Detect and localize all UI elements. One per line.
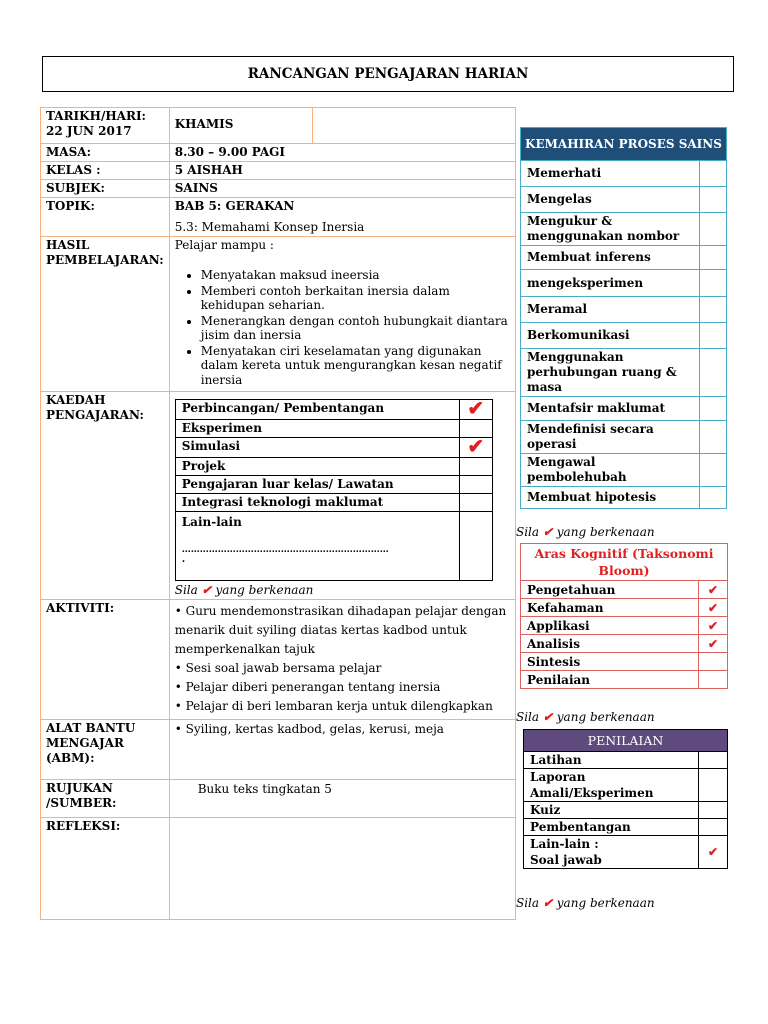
topik-value: BAB 5: GERAKAN xyxy=(174,199,295,213)
hasil-list xyxy=(175,268,510,387)
check-mark-icon: ✔ xyxy=(707,636,719,651)
subtopik-value: 5.3: Memahami Konsep Inersia xyxy=(174,220,365,234)
aktiviti-list xyxy=(175,602,510,716)
penilaian-item: Kuiz xyxy=(524,802,699,819)
dotted-line: …………………………………………………………… xyxy=(181,546,389,555)
kognitif-item: Applikasi xyxy=(521,617,699,635)
note-text: Sila xyxy=(516,896,540,910)
kps-table xyxy=(520,127,727,509)
rujukan-value: Buku teks tingkatan 5 xyxy=(169,780,515,818)
kps-check-cell xyxy=(700,213,727,246)
abm-cell xyxy=(169,720,515,780)
kognitif-table xyxy=(520,543,728,689)
kaedah-item: Simulasi xyxy=(175,438,459,458)
sila-note xyxy=(516,896,655,910)
kaedah-item: Projek xyxy=(175,458,459,476)
kps-title: KEMAHIRAN PROSES SAINS xyxy=(521,128,727,161)
note-text: Sila xyxy=(516,525,540,539)
check-mark-icon: ✔ xyxy=(707,600,719,615)
kps-item: mengeksperimen xyxy=(521,270,700,297)
hari-value: KHAMIS xyxy=(169,108,312,144)
kps-check-cell xyxy=(700,323,727,349)
kognitif-item: Pengetahuan xyxy=(521,581,699,599)
kps-check-cell xyxy=(700,454,727,487)
aktiviti-item: • Sesi soal jawab bersama pelajar xyxy=(174,661,382,675)
kaedah-lainlain-cell xyxy=(175,512,459,581)
kps-check-cell xyxy=(700,270,727,297)
topik-label: TOPIK: xyxy=(41,198,170,237)
kps-check-cell xyxy=(700,487,727,509)
page-title: RANCANGAN PENGAJARAN HARIAN xyxy=(42,56,734,92)
note-text: yang berkenaan xyxy=(215,583,314,597)
lainlain-check-cell xyxy=(459,512,492,581)
topik-cell xyxy=(169,198,515,237)
penilaian-title: PENILAIAN xyxy=(524,730,728,752)
kps-item: Memerhati xyxy=(521,161,700,187)
kps-item: Membuat hipotesis xyxy=(521,487,700,509)
kaedah-item: Perbincangan/ Pembentangan xyxy=(175,400,459,420)
hasil-item: • Menyatakan ciri keselamatan yang digunakan dalam kereta untuk mengurangkan kesan negatif inersia xyxy=(201,344,510,388)
kps-item: Mengukur & menggunakan nombor xyxy=(521,213,700,246)
note-text: yang berkenaan xyxy=(556,525,655,539)
hasil-cell xyxy=(169,237,515,392)
rujukan-label: RUJUKAN /SUMBER: xyxy=(41,780,170,818)
kelas-value: 5 AISHAH xyxy=(169,162,515,180)
aktiviti-item: • Pelajar di beri lembaran kerja untuk dilengkapkan xyxy=(174,699,493,713)
note-text: Sila xyxy=(174,583,198,597)
hasil-intro: Pelajar mampu : xyxy=(174,238,274,252)
aktiviti-label: AKTIVITI: xyxy=(41,600,170,720)
masa-label: MASA: xyxy=(41,144,170,162)
check-mark-icon: ✔ xyxy=(542,896,553,910)
hasil-item: • Menyatakan maksud ineersia xyxy=(201,268,510,283)
kps-item: Mentafsir maklumat xyxy=(521,397,700,421)
hasil-item: • Memberi contoh berkaitan inersia dalam kehidupan seharian. xyxy=(201,284,510,313)
kps-check-cell xyxy=(700,187,727,213)
hasil-item: • Menerangkan dengan contoh hubungkait diantara jisim dan inersia xyxy=(201,314,510,343)
kognitif-item: Analisis xyxy=(521,635,699,653)
lesson-plan-table xyxy=(40,107,516,920)
kps-item: Mengelas xyxy=(521,187,700,213)
check-mark-icon: ✔ xyxy=(707,618,719,633)
kaedah-label: KAEDAH PENGAJARAN: xyxy=(41,392,170,600)
abm-item: • Syiling, kertas kadbod, gelas, kerusi, meja xyxy=(174,722,444,736)
check-mark-icon: ✔ xyxy=(467,434,485,458)
check-mark-icon: ✔ xyxy=(542,525,553,539)
kaedah-item: Integrasi teknologi maklumat xyxy=(175,494,459,512)
kps-check-cell xyxy=(700,421,727,454)
penilaian-table xyxy=(523,729,728,869)
kaedah-cell xyxy=(169,392,515,600)
penilaian-lainlain-value: Soal jawab xyxy=(530,853,602,867)
kaedah-item: Eksperimen xyxy=(175,420,459,438)
kelas-label: KELAS : xyxy=(41,162,170,180)
abm-label: ALAT BANTU MENGAJAR (ABM): xyxy=(41,720,170,780)
check-mark-icon: ✔ xyxy=(467,396,485,420)
penilaian-lainlain-cell xyxy=(524,836,699,869)
kps-item: Meramal xyxy=(521,297,700,323)
hasil-label: HASIL PEMBELAJARAN: xyxy=(41,237,170,392)
kognitif-item: Sintesis xyxy=(521,653,699,671)
refleksi-label: REFLEKSI: xyxy=(41,818,170,920)
aktiviti-item: • Guru mendemonstrasikan dihadapan pelajar dengan menarik duit syiling diatas kertas kadbod untuk memperkenalkan tajuk xyxy=(174,604,507,656)
kps-check-cell xyxy=(700,349,727,397)
kps-item: Membuat inferens xyxy=(521,246,700,270)
note-text: yang berkenaan xyxy=(556,896,655,910)
masa-value: 8.30 – 9.00 PAGI xyxy=(169,144,515,162)
dotted-line-end: . xyxy=(181,554,186,565)
note-text: Sila xyxy=(516,710,540,724)
kognitif-title: Aras Kognitif (Taksonomi Bloom) xyxy=(521,544,728,581)
sila-note xyxy=(516,710,655,724)
kaedah-lainlain-label: Lain-lain xyxy=(181,515,242,529)
penilaian-item: Latihan xyxy=(524,752,699,769)
tarikh-cell xyxy=(41,108,170,144)
check-mark-icon: ✔ xyxy=(542,710,553,724)
aktiviti-item: • Pelajar diberi penerangan tentang inersia xyxy=(174,680,441,694)
kps-item: Mendefinisi secara operasi xyxy=(521,421,700,454)
aktiviti-cell xyxy=(169,600,515,720)
penilaian-item: Laporan Amali/Eksperimen xyxy=(524,769,699,802)
kognitif-item: Penilaian xyxy=(521,671,699,689)
kps-item: Mengawal pembolehubah xyxy=(521,454,700,487)
kps-item: Menggunakan perhubungan ruang & masa xyxy=(521,349,700,397)
subjek-label: SUBJEK: xyxy=(41,180,170,198)
kps-check-cell xyxy=(700,297,727,323)
sila-note xyxy=(516,525,655,539)
note-text: yang berkenaan xyxy=(556,710,655,724)
subjek-value: SAINS xyxy=(169,180,515,198)
kaedah-table xyxy=(175,396,493,581)
check-mark-icon: ✔ xyxy=(707,582,719,597)
check-mark-icon: ✔ xyxy=(201,583,212,597)
kps-check-cell xyxy=(700,246,727,270)
kps-item: Berkomunikasi xyxy=(521,323,700,349)
tarikh-value: 22 JUN 2017 xyxy=(46,124,132,138)
refleksi-cell xyxy=(169,818,515,920)
hari-blank-cell xyxy=(312,108,515,144)
penilaian-item: Lain-lain : xyxy=(530,837,599,851)
kognitif-item: Kefahaman xyxy=(521,599,699,617)
kaedah-item: Pengajaran luar kelas/ Lawatan xyxy=(175,476,459,494)
kps-check-cell xyxy=(700,161,727,187)
tarikh-label: TARIKH/HARI: xyxy=(46,109,146,123)
sila-note xyxy=(175,583,510,598)
check-mark-icon: ✔ xyxy=(707,845,719,859)
kps-check-cell xyxy=(700,397,727,421)
penilaian-item: Pembentangan xyxy=(524,819,699,836)
